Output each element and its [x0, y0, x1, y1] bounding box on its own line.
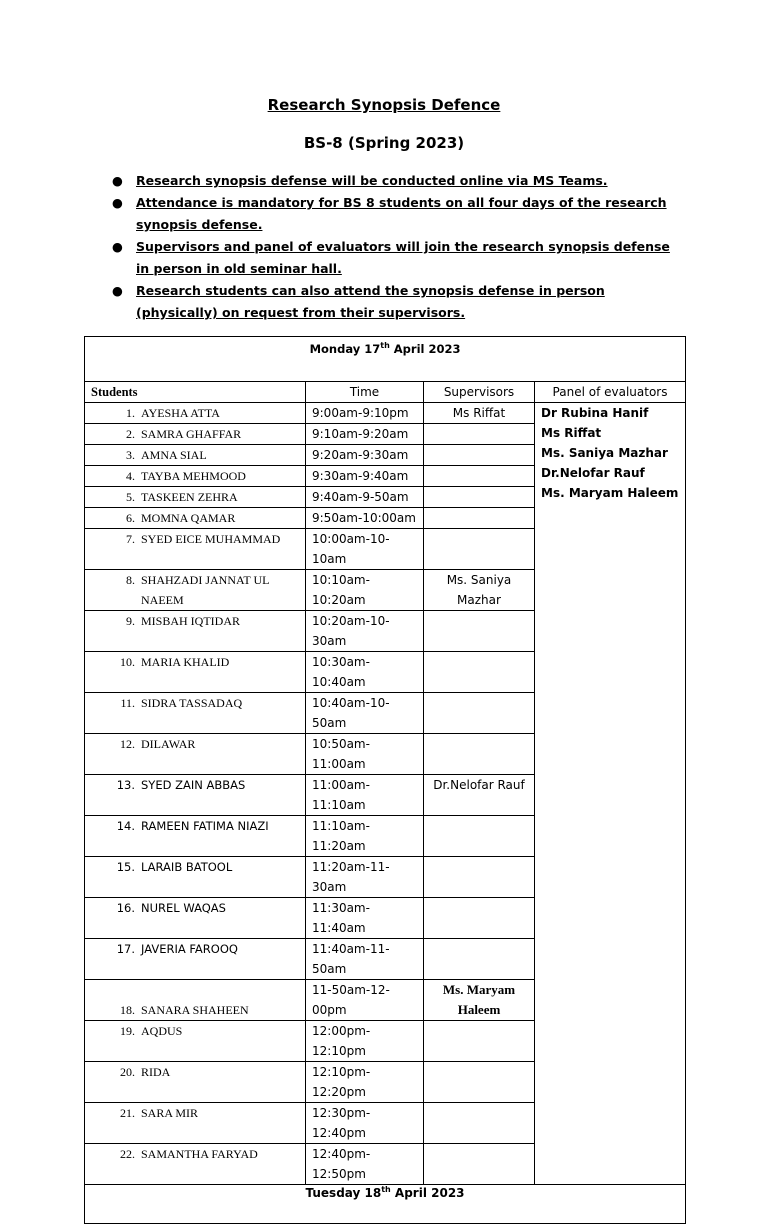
- header-panel: Panel of evaluators: [535, 382, 686, 403]
- student-number: 5.: [126, 490, 135, 504]
- notice-item: ● Research synopsis defense will be conducted online via MS Teams.: [112, 170, 682, 192]
- student-cell: [85, 775, 306, 816]
- student-name: RAMEEN FATIMA NIAZI: [141, 819, 269, 833]
- supervisor-cell: [424, 652, 535, 693]
- header-supervisors: Supervisors: [424, 382, 535, 403]
- student-cell: [85, 652, 306, 693]
- supervisor-cell: [424, 424, 535, 445]
- student-number: 13.: [116, 778, 135, 792]
- panel-member: Ms. Maryam Haleem: [541, 486, 679, 500]
- student-name: SIDRA TASSADAQ: [141, 696, 243, 710]
- time-cell: 9:40am-9-50am: [306, 487, 424, 508]
- header-students: Students: [85, 382, 306, 403]
- student-cell: [85, 1062, 306, 1103]
- document-subtitle: BS-8 (Spring 2023): [303, 134, 465, 152]
- supervisor-cell: [424, 466, 535, 487]
- student-number: 6.: [126, 511, 135, 525]
- student-number: 9.: [126, 614, 135, 628]
- supervisor-cell: [424, 857, 535, 898]
- time-cell: 12:30pm-12:40pm: [306, 1103, 424, 1144]
- student-number: 17.: [116, 942, 135, 956]
- supervisor-cell: [424, 816, 535, 857]
- student-name: TAYBA MEHMOOD: [141, 469, 246, 483]
- time-cell: 10:30am-10:40am: [306, 652, 424, 693]
- bullet-icon: ●: [112, 195, 123, 210]
- student-name: NUREL WAQAS: [141, 901, 226, 915]
- time-cell: 11:10am-11:20am: [306, 816, 424, 857]
- student-cell: [85, 693, 306, 734]
- bullet-icon: ●: [112, 283, 123, 298]
- header-time: Time: [306, 382, 424, 403]
- student-name: AMNA SIAL: [141, 448, 207, 462]
- student-name: SARA MIR: [141, 1106, 199, 1120]
- supervisor-cell: [424, 693, 535, 734]
- supervisor-cell: [424, 529, 535, 570]
- time-cell: 12:40pm-12:50pm: [306, 1144, 424, 1185]
- notice-item: ● Attendance is mandatory for BS 8 students on all four days of the research synopsis defense.: [112, 192, 682, 236]
- bullet-icon: ●: [112, 173, 123, 188]
- day-heading-row: [85, 337, 686, 382]
- student-name: SAMANTHA FARYAD: [141, 1147, 258, 1161]
- supervisor-cell: [424, 445, 535, 466]
- time-cell: 11:40am-11-50am: [306, 939, 424, 980]
- supervisor-cell: [424, 898, 535, 939]
- panel-cell: [535, 403, 686, 1185]
- table-row: [85, 403, 686, 424]
- student-number: 21.: [120, 1106, 135, 1120]
- time-cell: 11:30am-11:40am: [306, 898, 424, 939]
- day-heading-row: [85, 1185, 686, 1224]
- time-cell: 11-50am-12-00pm: [306, 980, 424, 1021]
- student-number: 4.: [126, 469, 135, 483]
- student-cell: [85, 857, 306, 898]
- student-cell: [85, 980, 306, 1021]
- supervisor-cell: [424, 734, 535, 775]
- student-name: DILAWAR: [141, 737, 196, 751]
- student-number: 14.: [116, 819, 135, 833]
- student-number: 19.: [120, 1024, 135, 1038]
- student-number: 8.: [126, 573, 135, 587]
- student-name: TASKEEN ZEHRA: [141, 490, 238, 504]
- time-cell: 10:00am-10-10am: [306, 529, 424, 570]
- student-number: 12.: [120, 737, 135, 751]
- time-cell: 9:50am-10:00am: [306, 508, 424, 529]
- student-number: 20.: [120, 1065, 135, 1079]
- student-cell: [85, 466, 306, 487]
- student-name: AQDUS: [141, 1024, 183, 1038]
- schedule-table: [84, 336, 686, 1224]
- student-cell: [85, 487, 306, 508]
- student-number: 3.: [126, 448, 135, 462]
- student-cell: [85, 529, 306, 570]
- supervisor-cell: [424, 611, 535, 652]
- notice-item: ● Research students can also attend the synopsis defense in person (physically) on request from their supervisors.: [112, 280, 682, 324]
- student-name: MISBAH IQTIDAR: [141, 614, 240, 628]
- header-row: [85, 382, 686, 403]
- student-number: 1.: [126, 406, 135, 420]
- student-number: 10.: [120, 655, 135, 669]
- student-number: 11.: [120, 696, 135, 710]
- time-cell: 9:30am-9:40am: [306, 466, 424, 487]
- student-name: SYED EICE MUHAMMAD: [141, 532, 281, 546]
- student-name: JAVERIA FAROOQ: [141, 942, 238, 956]
- student-cell: [85, 1144, 306, 1185]
- time-cell: 10:20am-10-30am: [306, 611, 424, 652]
- time-cell: 10:50am-11:00am: [306, 734, 424, 775]
- time-cell: 12:10pm-12:20pm: [306, 1062, 424, 1103]
- notice-list: [112, 170, 682, 324]
- student-cell: [85, 816, 306, 857]
- student-number: 18.: [120, 1003, 135, 1017]
- time-cell: 10:10am-10:20am: [306, 570, 424, 611]
- supervisor-cell: [424, 1062, 535, 1103]
- student-name: SYED ZAIN ABBAS: [141, 778, 246, 792]
- day-heading: Tuesday 18th April 2023: [85, 1185, 686, 1224]
- bullet-icon: ●: [112, 239, 123, 254]
- document-title: Research Synopsis Defence: [267, 96, 501, 114]
- supervisor-cell: [424, 1021, 535, 1062]
- time-cell: 11:00am-11:10am: [306, 775, 424, 816]
- student-name: LARAIB BATOOL: [141, 860, 233, 874]
- panel-member: Dr Rubina Hanif: [541, 406, 649, 420]
- student-name: AYESHA ATTA: [141, 406, 220, 420]
- supervisor-cell: Ms. Maryam Haleem: [424, 980, 535, 1021]
- student-cell: [85, 1103, 306, 1144]
- student-cell: [85, 611, 306, 652]
- student-cell: [85, 508, 306, 529]
- supervisor-cell: Ms Riffat: [424, 403, 535, 424]
- student-number: 22.: [120, 1147, 135, 1161]
- schedule-rows: [85, 403, 686, 1185]
- student-number: 2.: [126, 427, 135, 441]
- supervisor-cell: [424, 1144, 535, 1185]
- supervisor-cell: Ms. Saniya Mazhar: [424, 570, 535, 611]
- student-number: 7.: [126, 532, 135, 546]
- student-cell: [85, 424, 306, 445]
- student-number: 15.: [116, 860, 135, 874]
- student-number: 16.: [116, 901, 135, 915]
- student-name: SANARA SHAHEEN: [141, 1003, 249, 1017]
- notice-item: ● Supervisors and panel of evaluators will join the research synopsis defense in person in old seminar hall.: [112, 236, 682, 280]
- student-name: MOMNA QAMAR: [141, 511, 236, 525]
- student-cell: [85, 403, 306, 424]
- student-cell: [85, 734, 306, 775]
- student-cell: [85, 1021, 306, 1062]
- time-cell: 9:20am-9:30am: [306, 445, 424, 466]
- student-name: SAMRA GHAFFAR: [141, 427, 242, 441]
- time-cell: 12:00pm-12:10pm: [306, 1021, 424, 1062]
- student-cell: [85, 445, 306, 466]
- student-name: MARIA KHALID: [141, 655, 230, 669]
- student-cell: [85, 939, 306, 980]
- supervisor-cell: [424, 939, 535, 980]
- supervisor-cell: [424, 1103, 535, 1144]
- panel-member: Ms. Saniya Mazhar: [541, 446, 668, 460]
- day-heading: Monday 17th April 2023: [85, 337, 686, 382]
- student-cell: [85, 898, 306, 939]
- student-cell: [85, 570, 306, 611]
- student-name: RIDA: [141, 1065, 171, 1079]
- student-name: SHAHZADI JANNAT UL NAEEM: [141, 573, 269, 607]
- time-cell: 9:10am-9:20am: [306, 424, 424, 445]
- panel-member: Dr.Nelofar Rauf: [541, 466, 645, 480]
- time-cell: 10:40am-10-50am: [306, 693, 424, 734]
- supervisor-cell: Dr.Nelofar Rauf: [424, 775, 535, 816]
- panel-member: Ms Riffat: [541, 426, 602, 440]
- supervisor-cell: [424, 487, 535, 508]
- time-cell: 11:20am-11-30am: [306, 857, 424, 898]
- supervisor-cell: [424, 508, 535, 529]
- time-cell: 9:00am-9:10pm: [306, 403, 424, 424]
